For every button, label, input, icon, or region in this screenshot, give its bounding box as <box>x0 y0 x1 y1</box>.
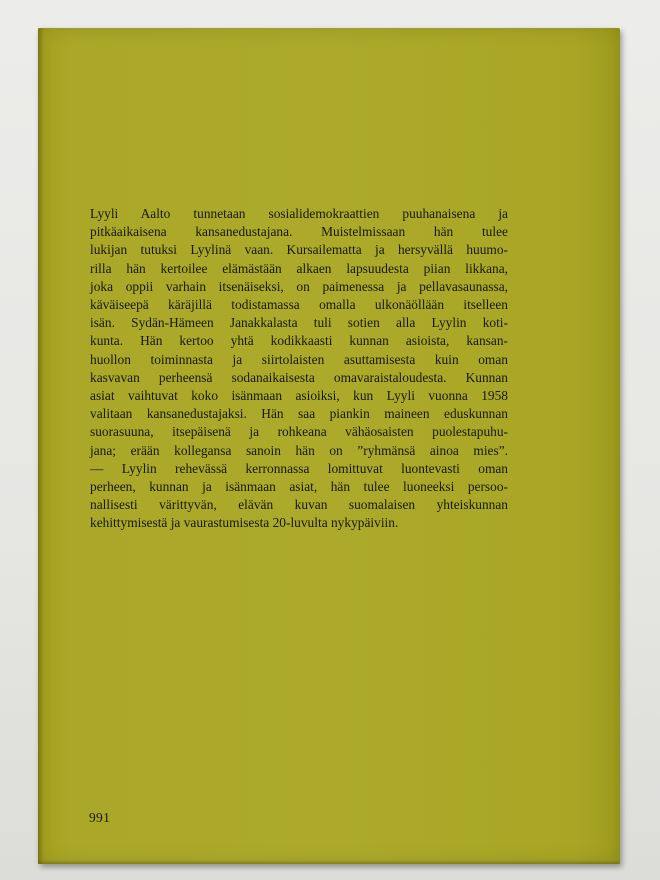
blurb-line: rilla hän kertoilee elämästään alkaen lapsuudesta piian likkana, <box>90 260 508 276</box>
blurb-line: isän. Sydän-Hämeen Janakkalasta tuli sotien alla Lyylin koti- <box>90 315 508 331</box>
blurb-line: lukijan tutuksi Lyylinä vaan. Kursailematta ja hersyvällä huumo- <box>90 242 508 258</box>
blurb-text <box>90 205 508 533</box>
blurb-line: perheen, kunnan ja isänmaan asiat, hän tulee luoneeksi persoo- <box>90 479 508 495</box>
blurb-line: — Lyylin rehevässä kerronnassa lomittuvat luontevasti oman <box>90 460 508 476</box>
blurb-line: kehittymisestä ja vaurastumisesta 20-luvulta nykypäiviin. <box>90 515 399 531</box>
blurb-line: asiat vaihtuvat koko isänmaan asioiksi, kun Lyyli vuonna 1958 <box>90 388 508 404</box>
catalog-number: 991 <box>89 810 111 825</box>
blurb-line: suorasuuna, itsepäisenä ja rohkeana vähäosaisten puolestapuhu- <box>90 424 508 440</box>
blurb-line: huollon toiminnasta ja siirtolaisten asuttamisesta kuin oman <box>90 351 508 367</box>
blurb-line: Lyyli Aalto tunnetaan sosialidemokraattien puuhanaisena ja <box>90 206 508 221</box>
blurb-line: valitaan kansanedustajaksi. Hän saa piankin maineen eduskunnan <box>90 406 508 422</box>
blurb-line: nallisesti värittyvän, elävän kuvan suomalaisen yhteiskunnan <box>90 497 508 513</box>
blurb-line: kunta. Hän kertoo yhtä kodikkaasti kunnan asioista, kansan- <box>90 333 508 349</box>
blurb-line: pitkäaikaisena kansanedustajana. Muistelmissaan hän tulee <box>90 224 508 240</box>
book-back-cover <box>38 28 620 864</box>
blurb-line: joka oppii varhain itsenäiseksi, on paimenessa ja pellavasaunassa, <box>90 278 508 294</box>
blurb-line: käväiseepä käräjillä todistamassa omalla ulkonäöllään itselleen <box>90 297 508 313</box>
blurb-line: jana; erään kollegansa sanoin hän on ”ryhmänsä ainoa mies”. <box>90 442 508 458</box>
blurb-line: kasvavan perheensä sodanaikaisesta omavaraistaloudesta. Kunnan <box>90 369 508 385</box>
